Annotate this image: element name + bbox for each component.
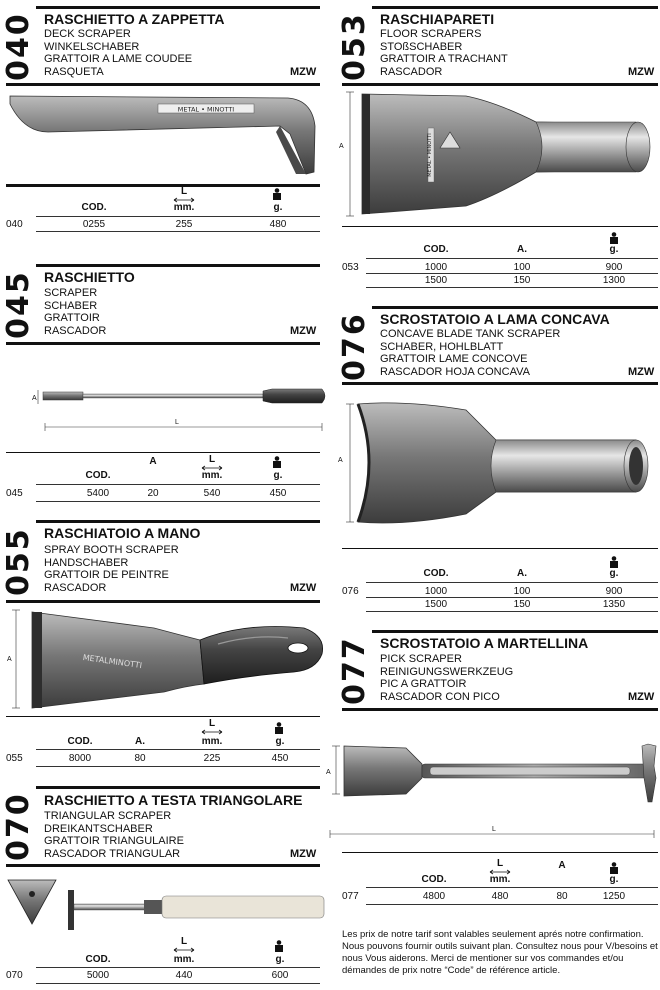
spec-table: L A COD. mm. g. 077 4800 480 80 1250 bbox=[342, 856, 658, 906]
hand-scraper-image bbox=[4, 606, 326, 716]
svg-text:A: A bbox=[339, 143, 344, 150]
svg-text:A: A bbox=[32, 395, 37, 402]
brand-label: MZW bbox=[628, 691, 655, 703]
product-code-vertical: 045 bbox=[0, 269, 36, 339]
spec-table: L COD. mm. g. 070 5000 440 600 bbox=[6, 936, 320, 986]
weight-icon bbox=[274, 940, 284, 952]
product-code-vertical: 077 bbox=[336, 635, 372, 705]
triangular-scraper-image bbox=[4, 870, 326, 934]
product-title: RASCHIETTO A TESTA TRIANGOLARE bbox=[44, 792, 303, 808]
svg-text:L: L bbox=[492, 826, 496, 833]
weight-icon bbox=[274, 722, 284, 734]
weight-icon bbox=[272, 456, 282, 468]
weight-icon bbox=[272, 188, 282, 200]
product-code-vertical: 055 bbox=[0, 526, 36, 596]
spec-table: COD. A. g. 076 1000 100 900 1500 150 1350 bbox=[342, 552, 658, 612]
floor-scraper-image bbox=[336, 88, 658, 220]
brand-label: MZW bbox=[290, 848, 317, 860]
brand-label: MZW bbox=[628, 66, 655, 78]
spec-table: L COD. mm. g. 040 0255 255 480 bbox=[6, 186, 320, 232]
product-title: SCROSTATOIO A LAMA CONCAVA bbox=[380, 311, 610, 327]
svg-text:A: A bbox=[326, 769, 331, 776]
brand-label: MZW bbox=[628, 366, 655, 378]
spec-table: COD. A. g. 053 1000 100 900 1500 150 1300 bbox=[342, 228, 658, 288]
product-title: RASCHIETTO A ZAPPETTA bbox=[44, 11, 225, 27]
svg-text:A: A bbox=[338, 457, 343, 464]
product-names: SCRAPER SCHABER GRATTOIR RASCADOR bbox=[44, 287, 107, 337]
product-names: PICK SCRAPER REINIGUNGSWERKZEUG PIC A GRATTOIR RASCADOR CON PICO bbox=[380, 653, 514, 703]
brand-label: MZW bbox=[290, 325, 317, 337]
product-title: RASCHIATOIO A MANO bbox=[44, 525, 201, 541]
product-code-vertical: 070 bbox=[0, 791, 36, 861]
product-names: DECK SCRAPER WINKELSCHABER GRATTOIR A LAME COUDEE RASQUETA bbox=[44, 28, 193, 78]
svg-text:A: A bbox=[7, 656, 12, 663]
product-title: RASCHIETTO bbox=[44, 269, 135, 285]
brand-label: MZW bbox=[290, 66, 317, 78]
product-code-vertical: 076 bbox=[336, 311, 372, 381]
product-title: RASCHIAPARETI bbox=[380, 11, 495, 27]
product-code-vertical: 053 bbox=[336, 11, 372, 81]
weight-icon bbox=[609, 556, 619, 568]
footer-note: Les prix de notre tarif sont valables seulement aprés notre confirmation. Nous pouvons fournir outils suivant plan. Consultez nous pour V/besoins et nous Vous aiderons. Merci de mentioner sur vos commandes et/ou démandes de prix notre “Code” de référence article. bbox=[342, 929, 658, 976]
product-title: SCROSTATOIO A MARTELLINA bbox=[380, 635, 589, 651]
product-names: CONCAVE BLADE TANK SCRAPER SCHABER, HOHLBLATT GRATTOIR LAME CONCOVE RASCADOR HOJA CONCAVA bbox=[380, 328, 561, 378]
svg-text:METAL • MINOTTI: METAL • MINOTTI bbox=[177, 105, 235, 114]
scraper-image bbox=[30, 384, 330, 436]
product-code-vertical: 040 bbox=[0, 11, 36, 81]
spec-table: L COD. A. mm. g. 055 8000 80 225 450 bbox=[6, 718, 320, 768]
product-names: TRIANGULAR SCRAPER DREIKANTSCHABER GRATTOIR TRIANGULAIRE RASCADOR TRIANGULAR bbox=[44, 810, 184, 860]
weight-icon bbox=[609, 232, 619, 244]
product-names: FLOOR SCRAPERS STOßSCHABER GRATTOIR A TRACHANT RASCADOR bbox=[380, 28, 508, 78]
svg-text:L: L bbox=[175, 419, 179, 426]
svg-text:METAL • MINOTTI: METAL • MINOTTI bbox=[427, 133, 433, 177]
svg-text:METALMINOTTI: METALMINOTTI bbox=[82, 652, 143, 671]
pick-scraper-image bbox=[326, 742, 660, 842]
weight-icon bbox=[609, 862, 619, 874]
concave-scraper-image bbox=[336, 396, 658, 530]
product-names: SPRAY BOOTH SCRAPER HANDSCHABER GRATTOIR DE PEINTRE RASCADOR bbox=[44, 544, 179, 594]
deck-scraper-image bbox=[8, 88, 320, 180]
spec-table: A L COD. mm. g. 045 5400 20 540 450 bbox=[6, 454, 320, 502]
brand-label: MZW bbox=[290, 582, 317, 594]
